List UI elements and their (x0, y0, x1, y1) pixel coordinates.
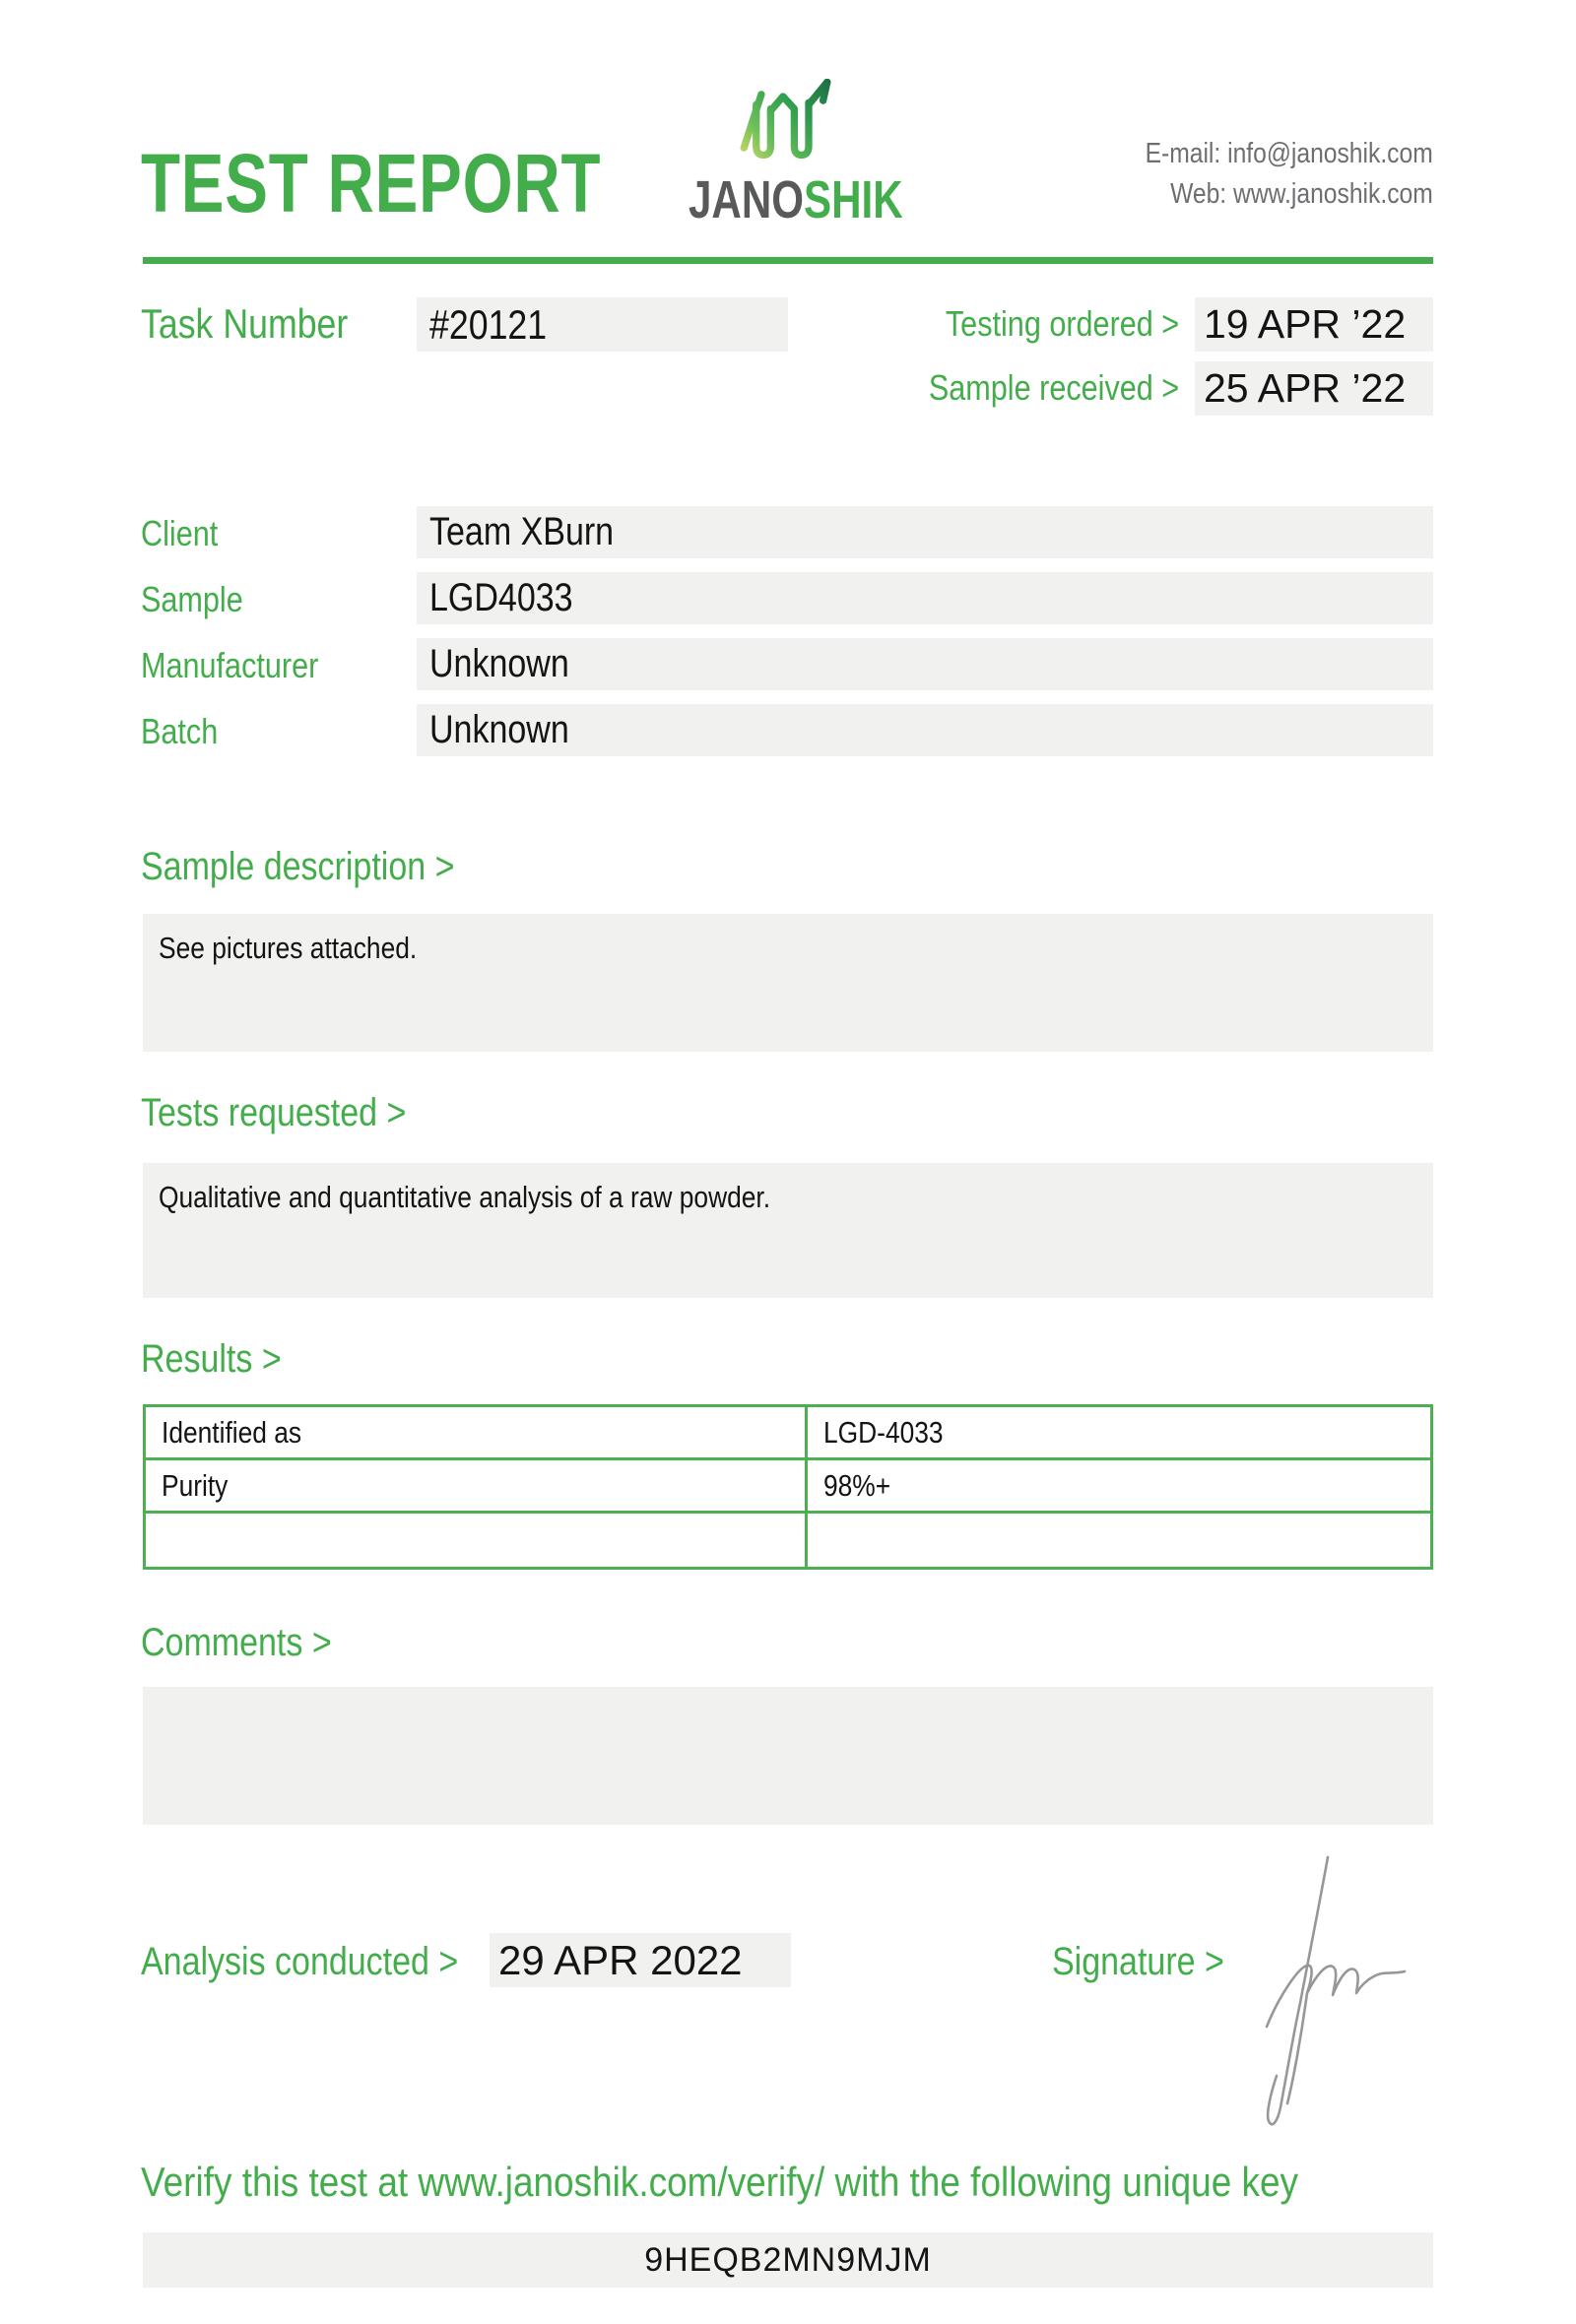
email-label: E-mail: (1145, 138, 1221, 169)
brand-wordmark (689, 169, 903, 230)
result-value-cell (807, 1513, 1432, 1569)
brand-prefix: JANO (689, 170, 805, 229)
comments-heading: Comments > (141, 1621, 332, 1664)
result-key-cell: Purity (145, 1459, 807, 1513)
verify-key: 9HEQB2MN9MJM (143, 2232, 1433, 2288)
task-number-label: Task Number (141, 300, 349, 347)
sample-label: Sample (141, 579, 243, 619)
sample-description-heading: Sample description > (141, 845, 455, 888)
table-row (145, 1459, 1432, 1513)
web-value: www.janoshik.com (1233, 178, 1433, 210)
web-label: Web: (1170, 178, 1227, 210)
result-key-cell: Identified as (145, 1406, 807, 1459)
table-row (145, 1513, 1432, 1569)
web-line (1094, 174, 1433, 215)
client-label: Client (141, 513, 219, 553)
client-value: Team XBurn (417, 506, 1433, 558)
header-divider (143, 257, 1433, 264)
result-value-cell: LGD-4033 (807, 1406, 1432, 1459)
table-row (145, 1406, 1432, 1459)
batch-value: Unknown (417, 704, 1433, 756)
task-number-value: #20121 (417, 297, 788, 352)
sample-description-box: See pictures attached. (143, 914, 1433, 1052)
results-heading: Results > (141, 1337, 282, 1381)
batch-label: Batch (141, 711, 219, 751)
tests-requested-box: Qualitative and quantitative analysis of a raw powder. (143, 1163, 1433, 1298)
testing-ordered-value: 19 APR ’22 (1195, 297, 1433, 352)
signature-image (1251, 1847, 1428, 2138)
manufacturer-label: Manufacturer (141, 645, 319, 685)
verify-instruction: Verify this test at www.janoshik.com/verify/ with the following unique key (141, 2159, 1299, 2205)
comments-box (143, 1687, 1433, 1825)
testing-ordered-label: Testing ordered > (945, 303, 1179, 344)
analysis-conducted-value: 29 APR 2022 (490, 1933, 791, 1987)
brand-suffix: SHIK (804, 170, 903, 229)
results-table (143, 1404, 1433, 1570)
email-line (1094, 134, 1433, 174)
analysis-conducted-label: Analysis conducted > (141, 1940, 459, 1983)
tests-requested-heading: Tests requested > (141, 1091, 407, 1134)
result-value-cell: 98%+ (807, 1459, 1432, 1513)
page-title: TEST REPORT (141, 137, 602, 229)
contact-block (1094, 134, 1433, 215)
sample-value: LGD4033 (417, 572, 1433, 624)
sample-received-value: 25 APR ’22 (1195, 361, 1433, 416)
growth-chart-icon (740, 79, 832, 161)
result-key-cell (145, 1513, 807, 1569)
email-value: info@janoshik.com (1227, 138, 1433, 169)
manufacturer-value: Unknown (417, 638, 1433, 690)
sample-received-label: Sample received > (928, 367, 1179, 408)
signature-label: Signature > (1052, 1940, 1224, 1983)
